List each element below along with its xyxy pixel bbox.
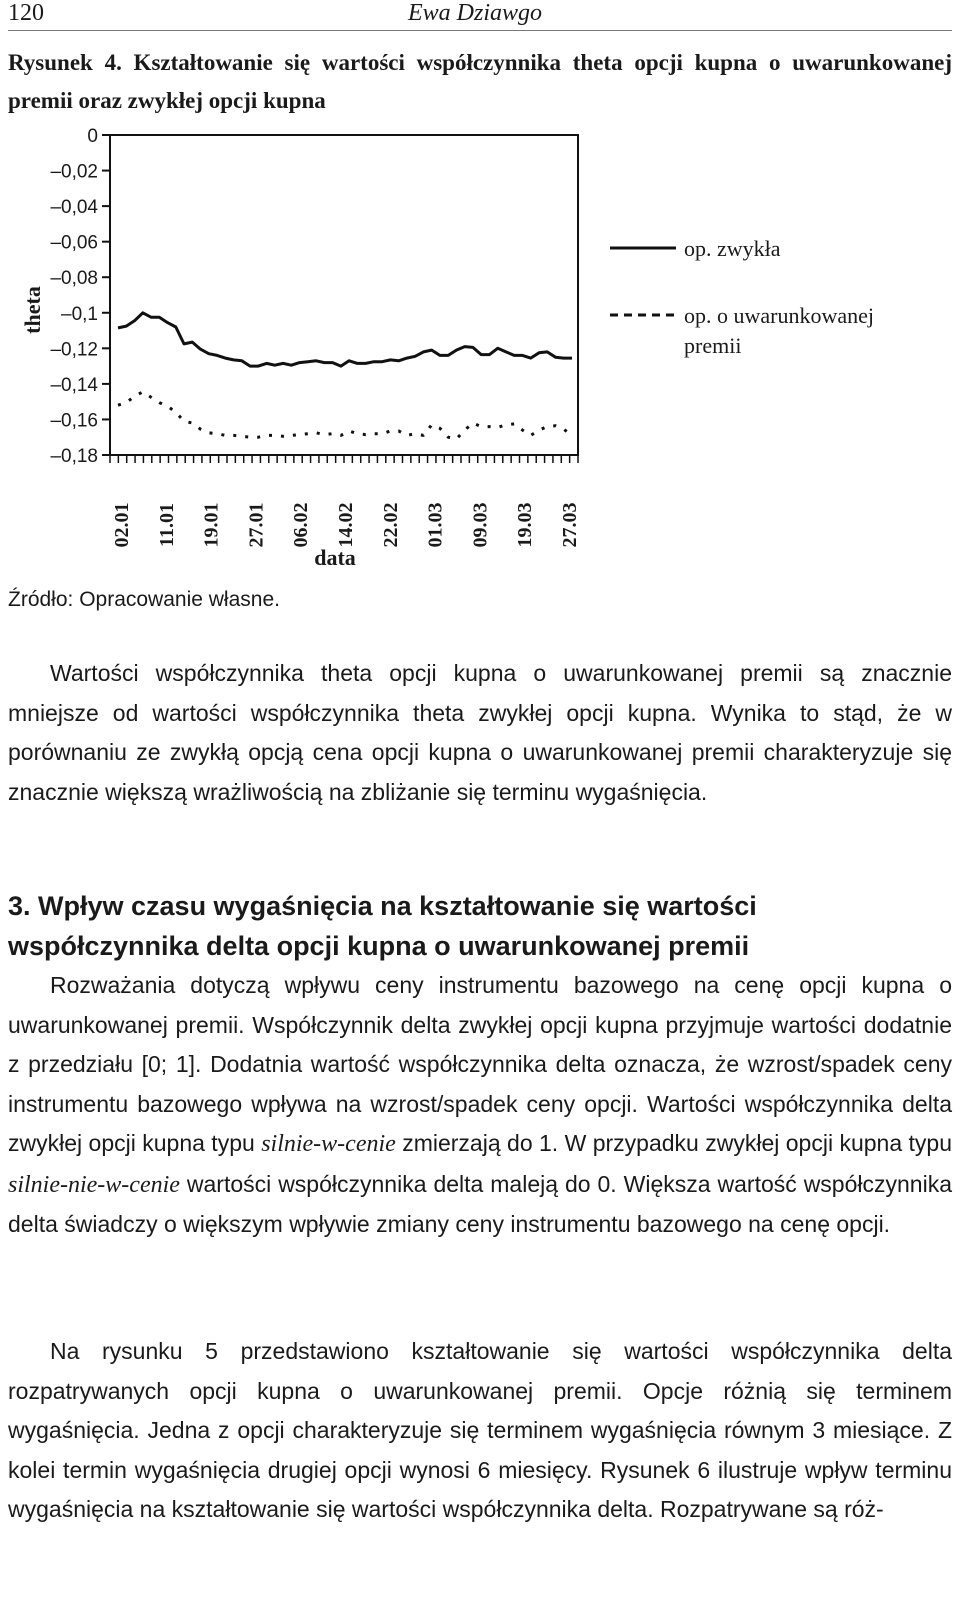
chart-legend [610, 236, 874, 358]
x-tick-label: 19.01 [200, 502, 223, 548]
series-line-2 [118, 392, 572, 439]
x-axis [110, 455, 581, 548]
paragraph-3: Na rysunku 5 przedstawiono kształtowanie się wartości współczynnika delta rozpatrywanych opcji kupna o uwarunkowanej premii. Opcje różnią się terminem wygaśnięcia. Jedna z opcji charakteryzuje się terminem wygaśnięcia równym 3 miesiące. Z kolei termin wygaśnięcia drugiej opcji wynosi 6 miesięcy. Rysunek 6 ilustruje wpływ terminu wygaśnięcia na kształtowanie się wartości współczynnika delta. Rozpatrywane są róż- [8, 1338, 952, 1522]
legend-label-series-1: op. zwykła [684, 236, 781, 261]
plot-area [110, 135, 578, 455]
term-italic-2: silnie-nie-w-cenie [8, 1171, 180, 1198]
x-tick-label: 19.03 [514, 502, 537, 548]
x-tick-label: 11.01 [155, 503, 178, 547]
legend-label-line: premii [684, 333, 742, 358]
x-tick-label: 02.01 [111, 502, 133, 548]
paragraph-2-part-b: zmierzają do 1. W przypadku zwykłej opcji kupna typu [395, 1130, 953, 1156]
paragraph-2-part-c: wartości współczynnika delta maleją do 0. Większa wartość współczynnika delta świadczy o większym wpływie zmiany ceny instrumentu bazowego na cenę opcji. [8, 1170, 952, 1237]
y-tick-label: –0,14 [50, 374, 98, 396]
y-tick-label: –0,08 [50, 268, 98, 290]
x-tick-label: 22.02 [379, 502, 402, 548]
x-tick-label: 09.03 [469, 502, 492, 548]
term-italic-1: silnie-w-cenie [261, 1131, 396, 1157]
plot-frame [110, 135, 578, 455]
y-tick-label: –0,18 [50, 446, 98, 467]
section-heading: 3. Wpływ czasu wygaśnięcia na kształtowanie się wartości współczynnika delta opcji kupna o uwarunkowanej premii [8, 891, 757, 961]
paragraph-2-part-a: Rozważania dotyczą wpływu ceny instrumentu bazowego na cenę opcji kupna o uwarunkowanej premii. Współczynnik delta zwykłej opcji kupna przyjmuje wartości dodatnie z przedziału [0; 1]. Dodatnia wartość współczynnika delta oznacza, że wzrost/spadek ceny instrumentu bazowego wpływa na wzrost/spadek ceny opcji. Wartości współczynnika delta zwykłej opcji kupna typu [8, 972, 952, 1156]
x-tick-label: 01.03 [424, 502, 447, 548]
figure-title: Rysunek 4. Kształtowanie się wartości współczynnika theta opcji kupna o uwarunkowanej premii oraz zwykłej opcji kupna [8, 50, 952, 113]
x-axis-label: data [314, 545, 356, 570]
y-tick-label: –0,16 [50, 410, 98, 432]
x-tick-label: 06.02 [290, 502, 313, 548]
page-number: 120 [8, 0, 44, 26]
y-tick-label: –0,04 [50, 197, 98, 219]
legend-label-line: op. o uwarunkowanej [684, 303, 875, 328]
x-tick-label: 27.03 [559, 502, 581, 548]
page-header [8, 0, 952, 31]
running-head-author: Ewa Dziawgo [408, 0, 543, 26]
figure-source: Źródło: Opracowanie własne. [8, 588, 280, 611]
y-axis-label: theta [20, 286, 45, 334]
paragraph-2 [8, 966, 952, 1245]
legend-label-series-2 [684, 303, 874, 358]
series-line-1 [118, 313, 572, 366]
y-tick-label: 0 [87, 126, 98, 147]
y-axis [50, 126, 110, 467]
y-tick-label: –0,02 [50, 161, 98, 183]
x-tick-label: 27.01 [245, 502, 268, 548]
y-tick-label: –0,12 [50, 339, 98, 361]
theta-line-chart [0, 125, 960, 585]
paragraph-1: Wartości współczynnika theta opcji kupna o uwarunkowanej premii są znacznie mniejsze od wartości współczynnika theta zwykłej opcji kupna. Wynika to stąd, że w porównaniu ze zwykłą opcją cena opcji kupna o uwarunkowanej premii charakteryzuje się znacznie większą wrażliwością na zbliżanie się terminu wygaśnięcia. [8, 660, 952, 805]
y-tick-label: –0,06 [50, 232, 98, 254]
x-tick-label: 14.02 [335, 502, 357, 548]
y-tick-label: –0,1 [61, 303, 98, 325]
